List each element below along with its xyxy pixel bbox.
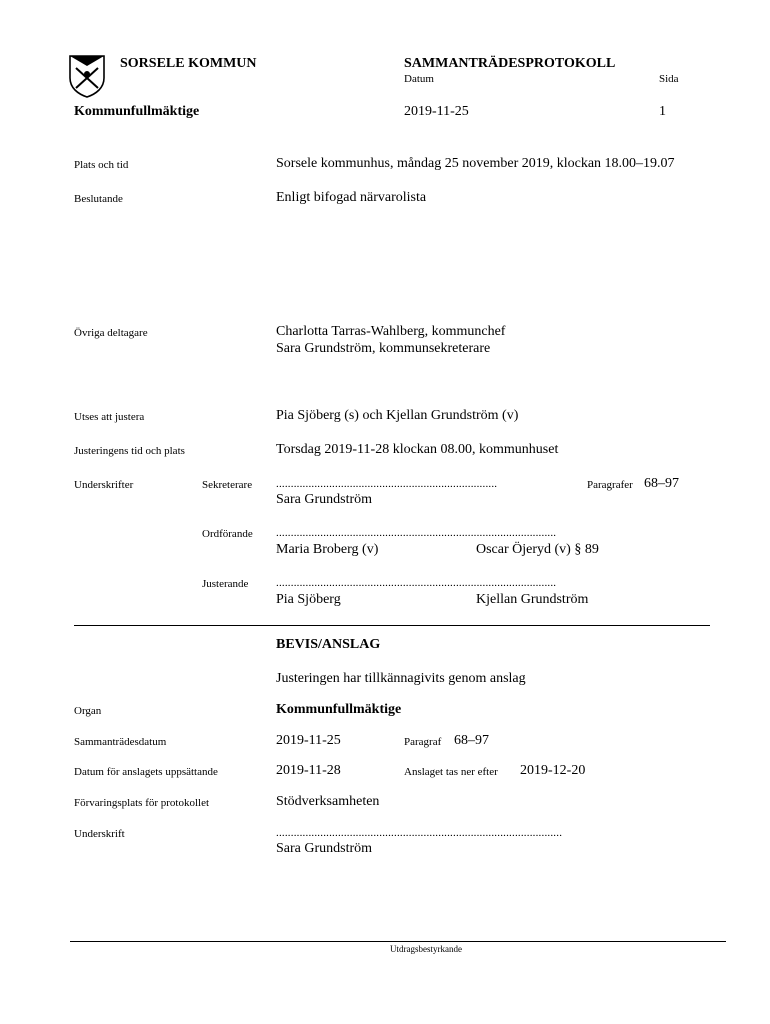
justerande-label: Justerande xyxy=(202,578,249,590)
sekreterare-signature-line: ........................................................................... xyxy=(276,478,498,490)
municipality-name: SORSELE KOMMUN xyxy=(120,56,257,71)
ordforande-label: Ordförande xyxy=(202,528,253,540)
justerande-name-1: Pia Sjöberg xyxy=(276,592,341,607)
beslutande-label: Beslutande xyxy=(74,193,123,205)
ovriga-label: Övriga deltagare xyxy=(74,327,148,339)
underskrift-name: Sara Grundström xyxy=(276,841,373,856)
section-divider xyxy=(74,625,710,626)
footer-text: Utdragsbestyrkande xyxy=(390,944,462,954)
ovriga-line-1: Charlotta Tarras-Wahlberg, kommunchef xyxy=(276,324,506,339)
beslutande-value: Enligt bifogad närvarolista xyxy=(276,190,427,205)
municipality-crest-icon xyxy=(68,54,106,98)
sida-label: Sida xyxy=(659,73,679,85)
anslag-label: Datum för anslagets uppsättande xyxy=(74,766,218,778)
ovriga-line-2: Sara Grundström, kommunsekreterare xyxy=(276,341,491,356)
underskrifter-label: Underskrifter xyxy=(74,479,134,491)
justerande-signature-line: ............................................................................................... xyxy=(276,577,557,589)
justering-label: Justeringens tid och plats xyxy=(74,445,185,457)
justering-value: Torsdag 2019-11-28 klockan 08.00, kommunhuset xyxy=(276,442,559,457)
organ-value: Kommunfullmäktige xyxy=(276,702,402,717)
paragraf-value: 68–97 xyxy=(454,733,489,748)
bevis-intro: Justeringen har tillkännagivits genom anslag xyxy=(276,671,526,686)
sammantrade-value: 2019-11-25 xyxy=(276,733,341,748)
forvaring-value: Stödverksamheten xyxy=(276,794,380,809)
utses-label: Utses att justera xyxy=(74,411,145,423)
footer-divider xyxy=(70,941,726,942)
sekreterare-name: Sara Grundström xyxy=(276,492,373,507)
anslag-value: 2019-11-28 xyxy=(276,763,341,778)
ordforande-signature-line: ............................................................................................... xyxy=(276,527,557,539)
sekreterare-label: Sekreterare xyxy=(202,479,253,491)
forvaring-label: Förvaringsplats för protokollet xyxy=(74,797,210,809)
underskrift-label: Underskrift xyxy=(74,828,125,840)
datum-label: Datum xyxy=(404,73,434,85)
paragraf-label: Paragraf xyxy=(404,736,442,748)
paragrafer-value: 68–97 xyxy=(644,476,679,491)
utses-value: Pia Sjöberg (s) och Kjellan Grundström (v) xyxy=(276,408,519,423)
body-name: Kommunfullmäktige xyxy=(74,104,200,119)
justerande-name-2: Kjellan Grundström xyxy=(476,592,589,607)
sammantrade-label: Sammanträdesdatum xyxy=(74,736,167,748)
bevis-heading: BEVIS/ANSLAG xyxy=(276,637,381,652)
meeting-date: 2019-11-25 xyxy=(404,104,469,119)
plats-value: Sorsele kommunhus, måndag 25 november 2019, klockan 18.00–19.07 xyxy=(276,156,675,171)
organ-label: Organ xyxy=(74,705,102,717)
nedtas-label: Anslaget tas ner efter xyxy=(404,766,498,778)
plats-label: Plats och tid xyxy=(74,159,129,171)
underskrift-signature-line: ................................................................................................. xyxy=(276,827,563,839)
nedtas-value: 2019-12-20 xyxy=(520,763,586,778)
document-type: SAMMANTRÄDESPROTOKOLL xyxy=(404,56,616,71)
ordforande-name-2: Oscar Öjeryd (v) § 89 xyxy=(476,542,599,557)
ordforande-name: Maria Broberg (v) xyxy=(276,542,379,557)
page-number: 1 xyxy=(659,104,666,119)
paragrafer-label: Paragrafer xyxy=(587,479,633,491)
